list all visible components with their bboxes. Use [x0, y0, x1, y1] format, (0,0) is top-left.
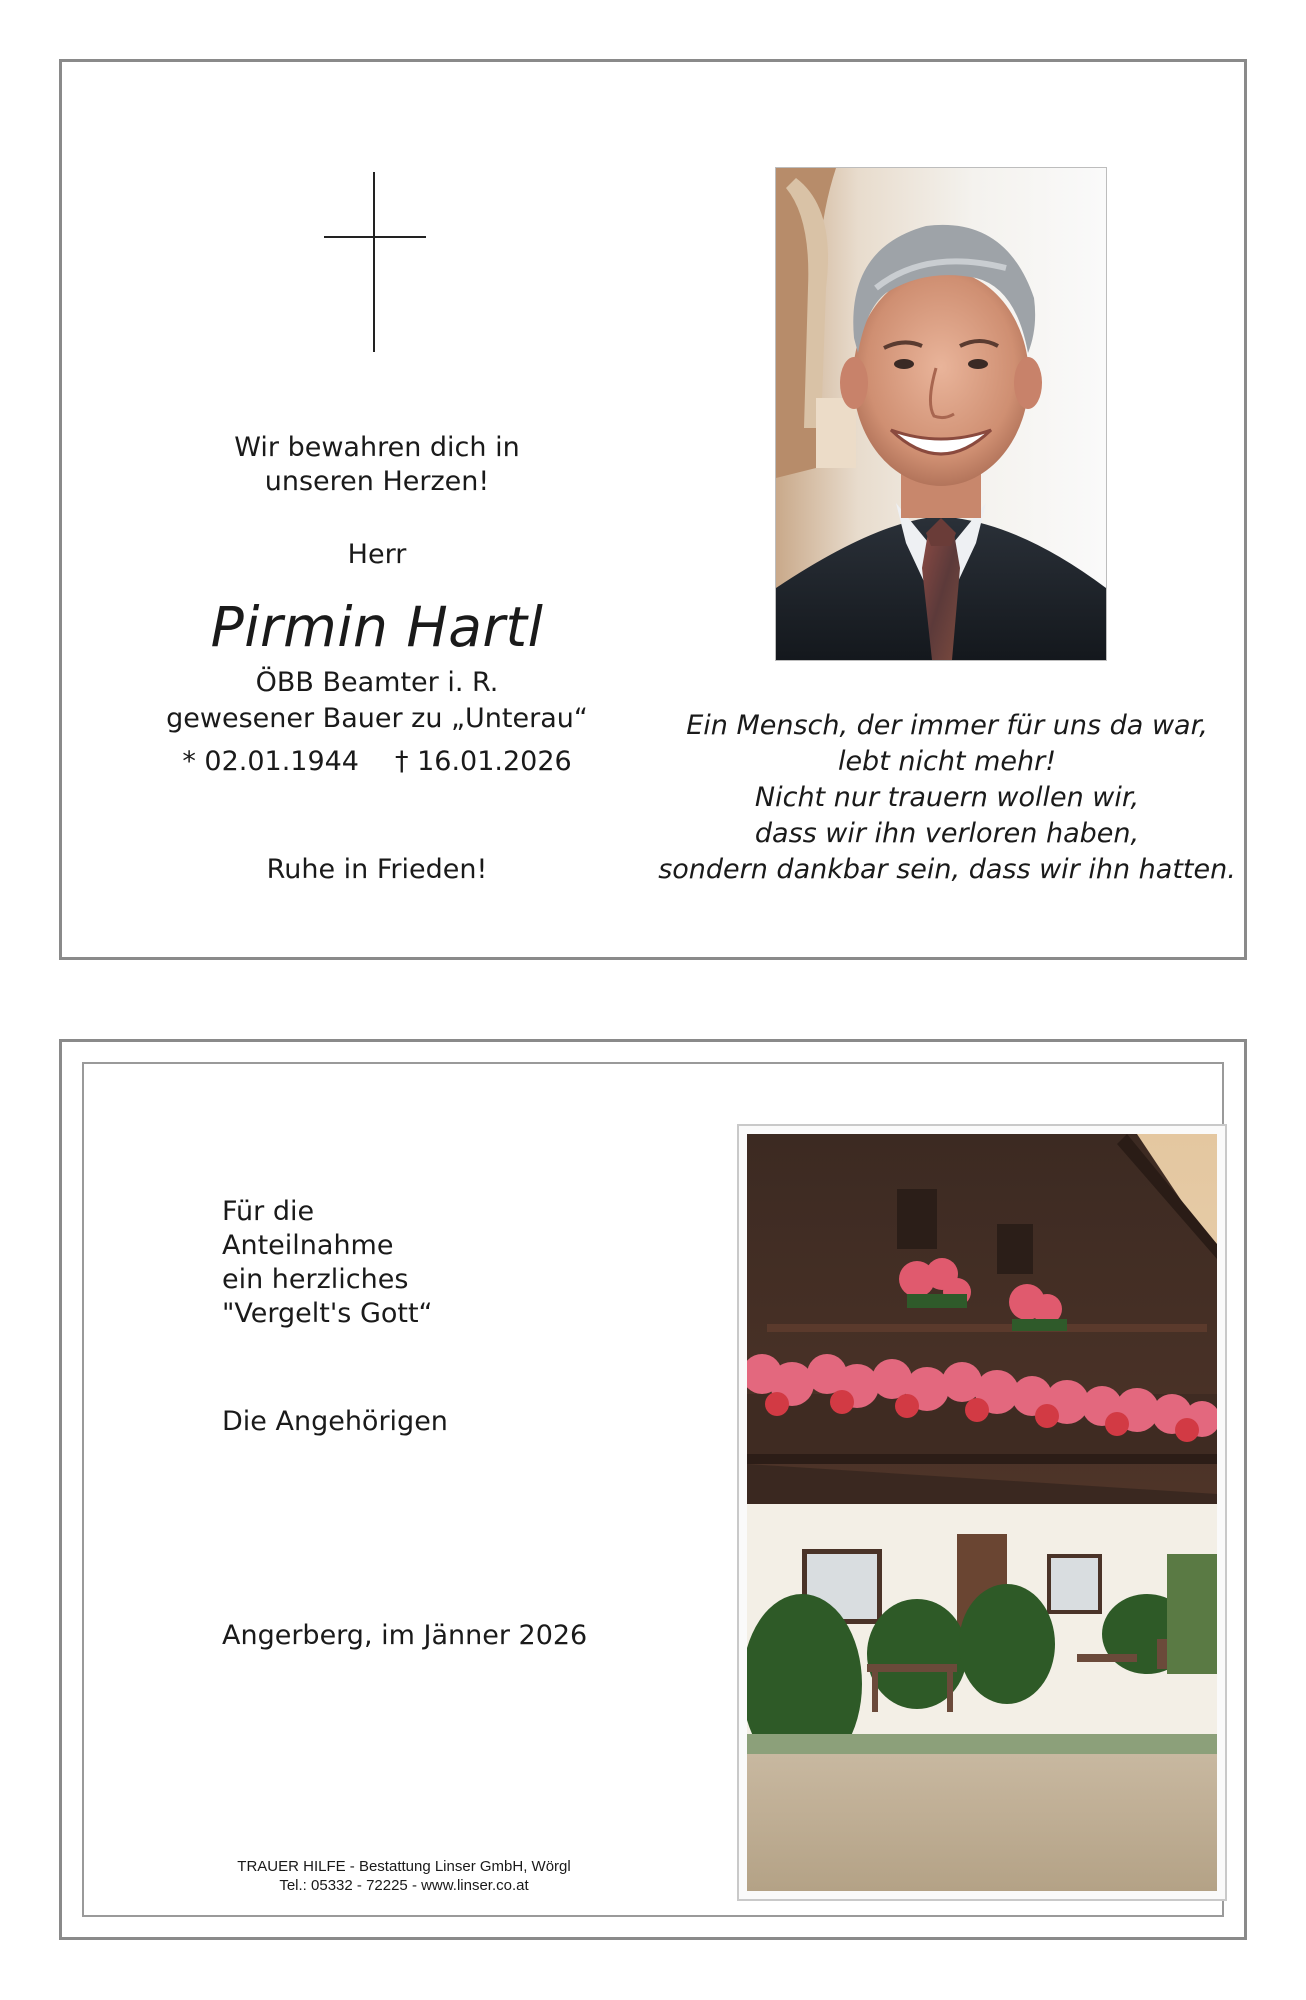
relatives-signature: Die Angehörigen — [222, 1406, 448, 1437]
poem-line: lebt nicht mehr! — [837, 746, 1057, 777]
thanks-line: ein herzliches — [222, 1264, 409, 1295]
poem-line: dass wir ihn verloren haben, — [754, 818, 1140, 849]
honorific: Herr — [347, 539, 407, 570]
farm-note: gewesener Bauer zu „Unterau“ — [166, 703, 588, 734]
footer-line: Tel.: 05332 - 72225 - www.linser.co.at — [279, 1877, 529, 1894]
poem-line: Ein Mensch, der immer für uns da war, — [686, 710, 1208, 741]
poem-line: sondern dankbar sein, dass wir ihn hatten. — [658, 854, 1236, 885]
life-dates — [162, 745, 592, 779]
poem-line: Nicht nur trauern wollen wir, — [754, 782, 1140, 813]
footer-line: TRAUER HILFE - Bestattung Linser GmbH, Wörgl — [237, 1858, 571, 1875]
motto-line: Wir bewahren dich in — [234, 432, 520, 463]
motto — [162, 431, 592, 499]
place-date: Angerberg, im Jänner 2026 — [222, 1620, 588, 1651]
thanks-line: Für die — [222, 1196, 315, 1227]
poem — [652, 708, 1242, 888]
inner-frame — [82, 1062, 1224, 1917]
deceased-name: Pirmin Hartl — [210, 595, 544, 659]
occupation: ÖBB Beamter i. R. — [255, 667, 499, 698]
thanks-line: "Vergelt's Gott“ — [222, 1298, 433, 1329]
motto-line: unseren Herzen! — [264, 466, 490, 497]
closing-line: Ruhe in Frieden! — [266, 854, 488, 885]
thanks-line: Anteilnahme — [222, 1230, 394, 1261]
thanks-text — [222, 1195, 642, 1331]
portrait-photo — [775, 167, 1107, 661]
back-card — [59, 1039, 1247, 1940]
death-date: † 16.01.2026 — [395, 746, 572, 777]
funeral-home-footer — [204, 1857, 604, 1895]
farmhouse-photo — [747, 1134, 1217, 1891]
front-card — [59, 59, 1247, 960]
house-photo-frame — [737, 1124, 1227, 1901]
birth-date: * 02.01.1944 — [182, 746, 359, 777]
